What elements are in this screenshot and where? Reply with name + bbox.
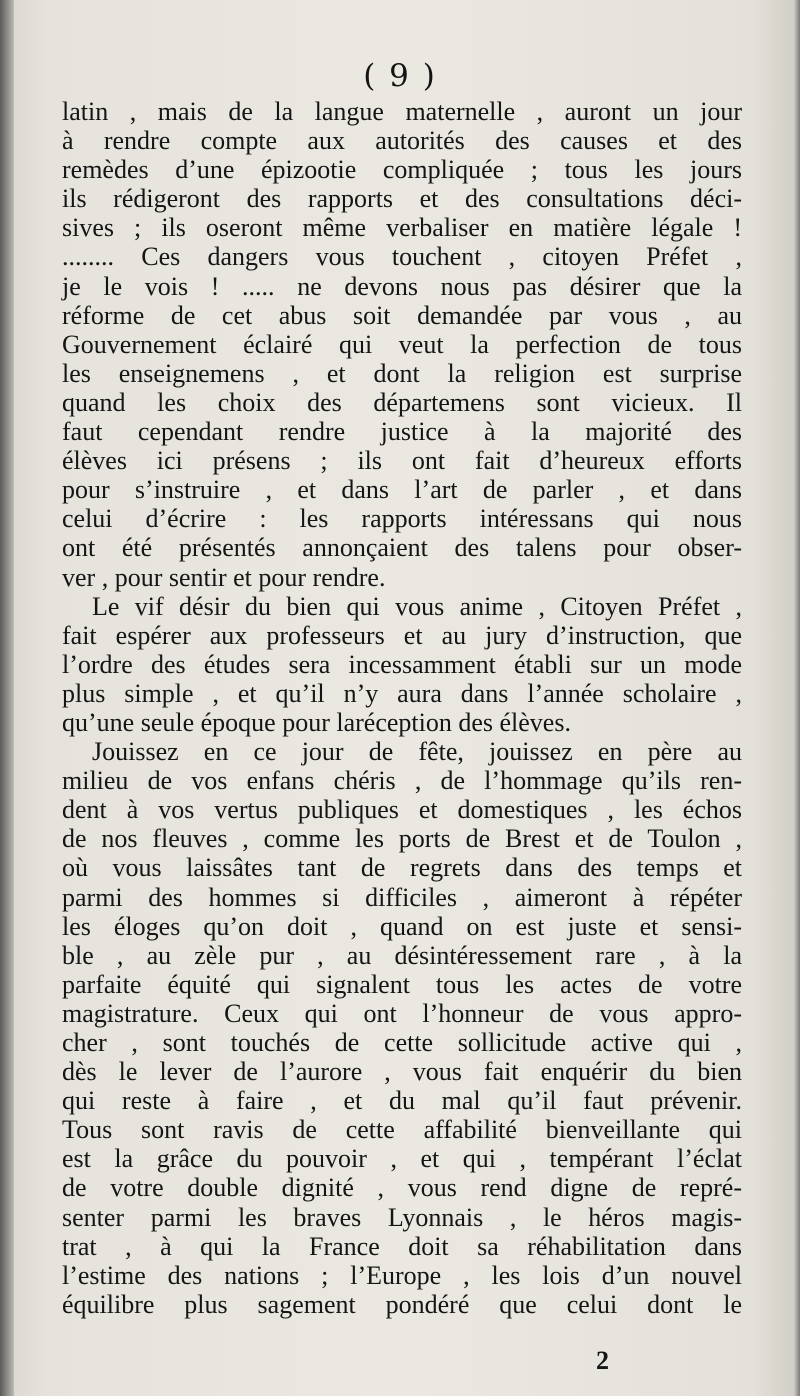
text-line: fait espérer aux professeurs et au jury d’instruction, que — [62, 620, 742, 650]
text-line: Le vif désir du bien qui vous anime , Citoyen Préfet , — [92, 591, 742, 621]
text-line: à rendre compte aux autorités des causes et des — [62, 126, 742, 156]
text-line: magistrature. Ceux qui ont l’honneur de vous appro- — [62, 998, 742, 1028]
text-line: sives ; ils oseront même verbaliser en matière légale ! — [62, 213, 742, 243]
text-line: ont été présentés annonçaient des talens pour obser- — [62, 533, 742, 563]
text-line: dès le lever de l’aurore , vous fait enquérir du bien — [62, 1057, 742, 1087]
text-line: cher , sont touchés de cette sollicitude active qui , — [62, 1028, 742, 1057]
text-line: où vous laissâtes tant de regrets dans des temps et — [62, 853, 742, 883]
text-line: dent à vos vertus publiques et domestiques , les échos — [62, 795, 742, 825]
text-line: ver , pour sentir et pour rendre. — [62, 562, 386, 592]
text-line: Jouissez en ce jour de fête, jouissez en père au — [92, 737, 742, 767]
text-line: faut cependant rendre justice à la majorité des — [62, 417, 742, 447]
text-line: plus simple , et qu’il n’y aura dans l’année scholaire , — [62, 678, 742, 708]
text-line: ........ Ces dangers vous touchent , citoyen Préfet , — [62, 242, 742, 272]
page-left-edge — [0, 0, 14, 1396]
text-line: de nos fleuves , comme les ports de Brest et de Toulon , — [62, 824, 742, 854]
text-line: remèdes d’une épizootie compliquée ; tous les jours — [62, 155, 742, 185]
text-line: qu’une seule époque pour laréception des élèves. — [62, 707, 571, 737]
text-line: de votre double dignité , vous rend digne de repré- — [62, 1173, 742, 1203]
text-line: latin , mais de la langue maternelle , auront un jour — [62, 97, 742, 126]
text-line: qui reste à faire , et du mal qu’il faut prévenir. — [62, 1086, 742, 1116]
signature-mark: 2 — [596, 1346, 609, 1375]
text-line: Tous sont ravis de cette affabilité bienveillante qui — [62, 1115, 742, 1145]
text-line: les enseignemens , et dont la religion est surprise — [62, 358, 742, 388]
text-line: parmi des hommes si difficiles , aimeront à répéter — [62, 882, 742, 912]
text-line: ils rédigeront des rapports et des consultations déci- — [62, 184, 742, 214]
text-line: réforme de cet abus soit demandée par vous , au — [62, 300, 742, 330]
text-line: parfaite équité qui signalent tous les actes de votre — [62, 969, 742, 999]
text-line: Gouvernement éclairé qui veut la perfection de tous — [62, 329, 742, 359]
text-line: celui d’écrire : les rapports intéressans qui nous — [62, 504, 742, 534]
body-text — [62, 97, 742, 1319]
text-line: ble , au zèle pur , au désintéressement rare , à la — [62, 940, 742, 970]
text-line: trat , à qui la France doit sa réhabilitation dans — [62, 1231, 742, 1261]
text-line: l’estime des nations ; l’Europe , les lois d’un nouvel — [62, 1260, 742, 1290]
page-number: ( 9 ) — [363, 58, 437, 94]
text-line: l’ordre des études sera incessamment établi sur un mode — [62, 649, 742, 679]
text-line: milieu de vos enfans chéris , de l’hommage qu’ils ren- — [62, 766, 742, 796]
text-line: pour s’instruire , et dans l’art de parler , et dans — [62, 475, 742, 505]
text-line: équilibre plus sagement pondéré que celui dont le — [62, 1289, 742, 1319]
page-right-edge — [794, 0, 800, 1396]
text-line: élèves ici présens ; ils ont fait d’heureux efforts — [62, 446, 742, 476]
text-line: est la grâce du pouvoir , et qui , tempérant l’éclat — [62, 1144, 742, 1174]
text-line: quand les choix des départemens sont vicieux. Il — [62, 387, 742, 417]
text-line: senter parmi les braves Lyonnais , le héros magis- — [62, 1202, 742, 1232]
text-line: je le vois ! ..... ne devons nous pas désirer que la — [62, 271, 742, 301]
text-line: les éloges qu’on doit , quand on est juste et sensi- — [62, 911, 742, 941]
